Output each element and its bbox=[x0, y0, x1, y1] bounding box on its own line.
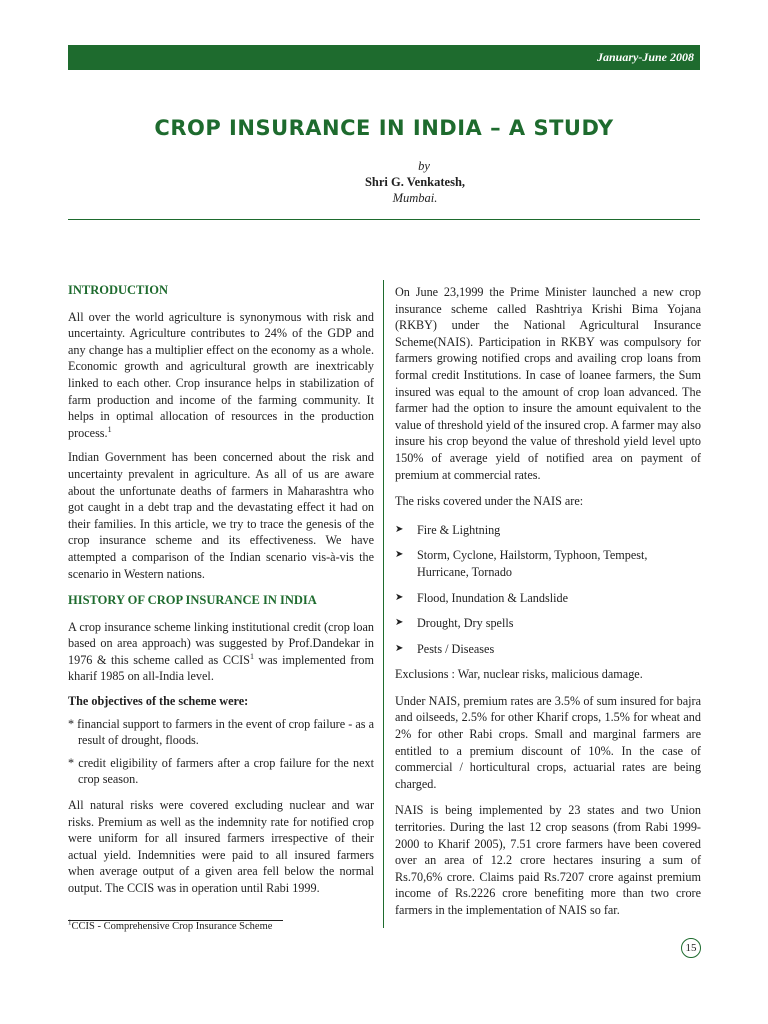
issue-period: January-June 2008 bbox=[596, 50, 694, 64]
risk-item: ➤ Fire & Lightning bbox=[395, 522, 501, 537]
nais-paragraph-3: NAIS is being implemented by 23 states and two Union territories. During the last 12 crop seasons (from Rabi 1999-2000 to Kharif 2005), 7.51 crore farmers have been covered over an area of 12.2 crore hectares insuring a sum of Rs.70,6% crore. Claims paid Rs.7207 crore against premium income of Rs.2226 crore benefiting more than two crore farmers in the implementation of NAIS so far. bbox=[395, 803, 701, 917]
byline-by: by bbox=[418, 159, 430, 173]
intro-paragraph-2: Indian Government has been concerned about the risk and uncertainty prevalent in agriculture. As all of us are aware about the unfortunate deaths of farmers in Maharashtra who got caught in a debt trap and the devastating effect it had on their families. In this article, we try to trace the genesis of the crop insurance scheme and its effectiveness. We have attempted a comparison of the Indian scenario vis-à-vis the scenario in Western nations. bbox=[68, 450, 374, 581]
title-divider bbox=[68, 219, 700, 220]
footnote-ref: 1 bbox=[107, 424, 112, 434]
history-heading: HISTORY OF CROP INSURANCE IN INDIA bbox=[68, 593, 317, 608]
author-name: Shri G. Venkatesh, bbox=[364, 175, 466, 189]
author-city: Mumbai. bbox=[392, 191, 438, 205]
byline bbox=[0, 158, 768, 206]
risk-item: ➤ Storm, Cyclone, Hailstorm, Typhoon, Tempest, Hurricane, Tornado bbox=[395, 548, 648, 579]
objectives-heading: The objectives of the scheme were: bbox=[68, 694, 249, 709]
history-paragraph-2: All natural risks were covered excluding nuclear and war risks. Premium as well as the indemnity rate for notified crop were uniform for all insured farmers irrespective of their actual yield. Indemnities were paid to all insured farmers when average output of a given area fell below the normal output. The CCIS was in operation until Rabi 1999. bbox=[68, 798, 374, 895]
objective-item-2: * credit eligibility of farmers after a crop failure for the next crop season. bbox=[68, 755, 374, 787]
arrow-bullet-icon: ➤ bbox=[395, 549, 404, 561]
risk-item: ➤ Flood, Inundation & Landslide bbox=[395, 590, 568, 605]
intro-paragraph-1: All over the world agriculture is synonymous with risk and uncertainty. Agriculture contributes to 24% of the GDP and any change has a multiplier effect on the economy as a whole. Economic growth and agricultural growth are inextricably linked to each other. Crop insurance helps in stabilization of farm production and income of the farming community. It helps in optimal allocation of resources in the production process.$^1$ bbox=[68, 309, 374, 440]
introduction-heading: INTRODUCTION bbox=[68, 283, 169, 297]
footnote: $^1$CCIS - Comprehensive Crop Insurance Scheme bbox=[68, 918, 273, 932]
column-divider bbox=[383, 280, 384, 928]
risk-item: ➤ Drought, Dry spells bbox=[395, 616, 514, 631]
right-column bbox=[395, 284, 701, 927]
arrow-bullet-icon: ➤ bbox=[395, 523, 404, 535]
footnote-ref: 1 bbox=[249, 651, 254, 661]
article-title: CROP INSURANCE IN INDIA – A STUDY bbox=[154, 116, 614, 140]
nais-paragraph-1: On June 23,1999 the Prime Minister launched a new crop insurance scheme called Rashtriya Krishi Bima Yojana (RKBY) under the National Agricultural Insurance Scheme(NAIS). Participation in RKBY was compulsory for farmers growing notified crops and availing crop loans from formal credit Institutions. In case of loanee farmers, the Sum insured was equal to the amount of crop loan advanced. The farmer had the option to insure the amount equivalent to the value of threshold yield of the insured crop. A farmer may also insure his crop beyond the value of threshold yield level upto 150% of average yield of notified area on payment of premium at commercial rates. bbox=[395, 285, 701, 482]
arrow-bullet-icon: ➤ bbox=[395, 642, 404, 654]
nais-paragraph-2: Under NAIS, premium rates are 3.5% of sum insured for bajra and oilseeds, 2.5% for other Kharif crops, 1.5% for wheat and 2% for other Rabi crops. Small and marginal farmers are entitled to a premium discount of 10%. In the case of commercial / horticultural crops, actuarial rates are being charged. bbox=[395, 693, 701, 791]
header-bar bbox=[68, 45, 700, 70]
risks-intro: The risks covered under the NAIS are: bbox=[395, 494, 584, 509]
arrow-bullet-icon: ➤ bbox=[395, 591, 404, 603]
history-paragraph-1: A crop insurance scheme linking institutional credit (crop loan based on area approach) was suggested by Prof.Dandekar in 1976 & this scheme called as CCIS$^1$ was implemented from kharif 1985 on all-India level. bbox=[68, 619, 374, 684]
exclusions: Exclusions : War, nuclear risks, malicious damage. bbox=[395, 667, 643, 682]
arrow-bullet-icon: ➤ bbox=[395, 617, 404, 629]
risk-item: ➤ Pests / Diseases bbox=[395, 641, 495, 656]
objective-item-1: * financial support to farmers in the event of crop failure - as a result of drought, floods. bbox=[68, 716, 374, 748]
page-number: 15 bbox=[681, 938, 701, 958]
left-column bbox=[68, 282, 374, 905]
